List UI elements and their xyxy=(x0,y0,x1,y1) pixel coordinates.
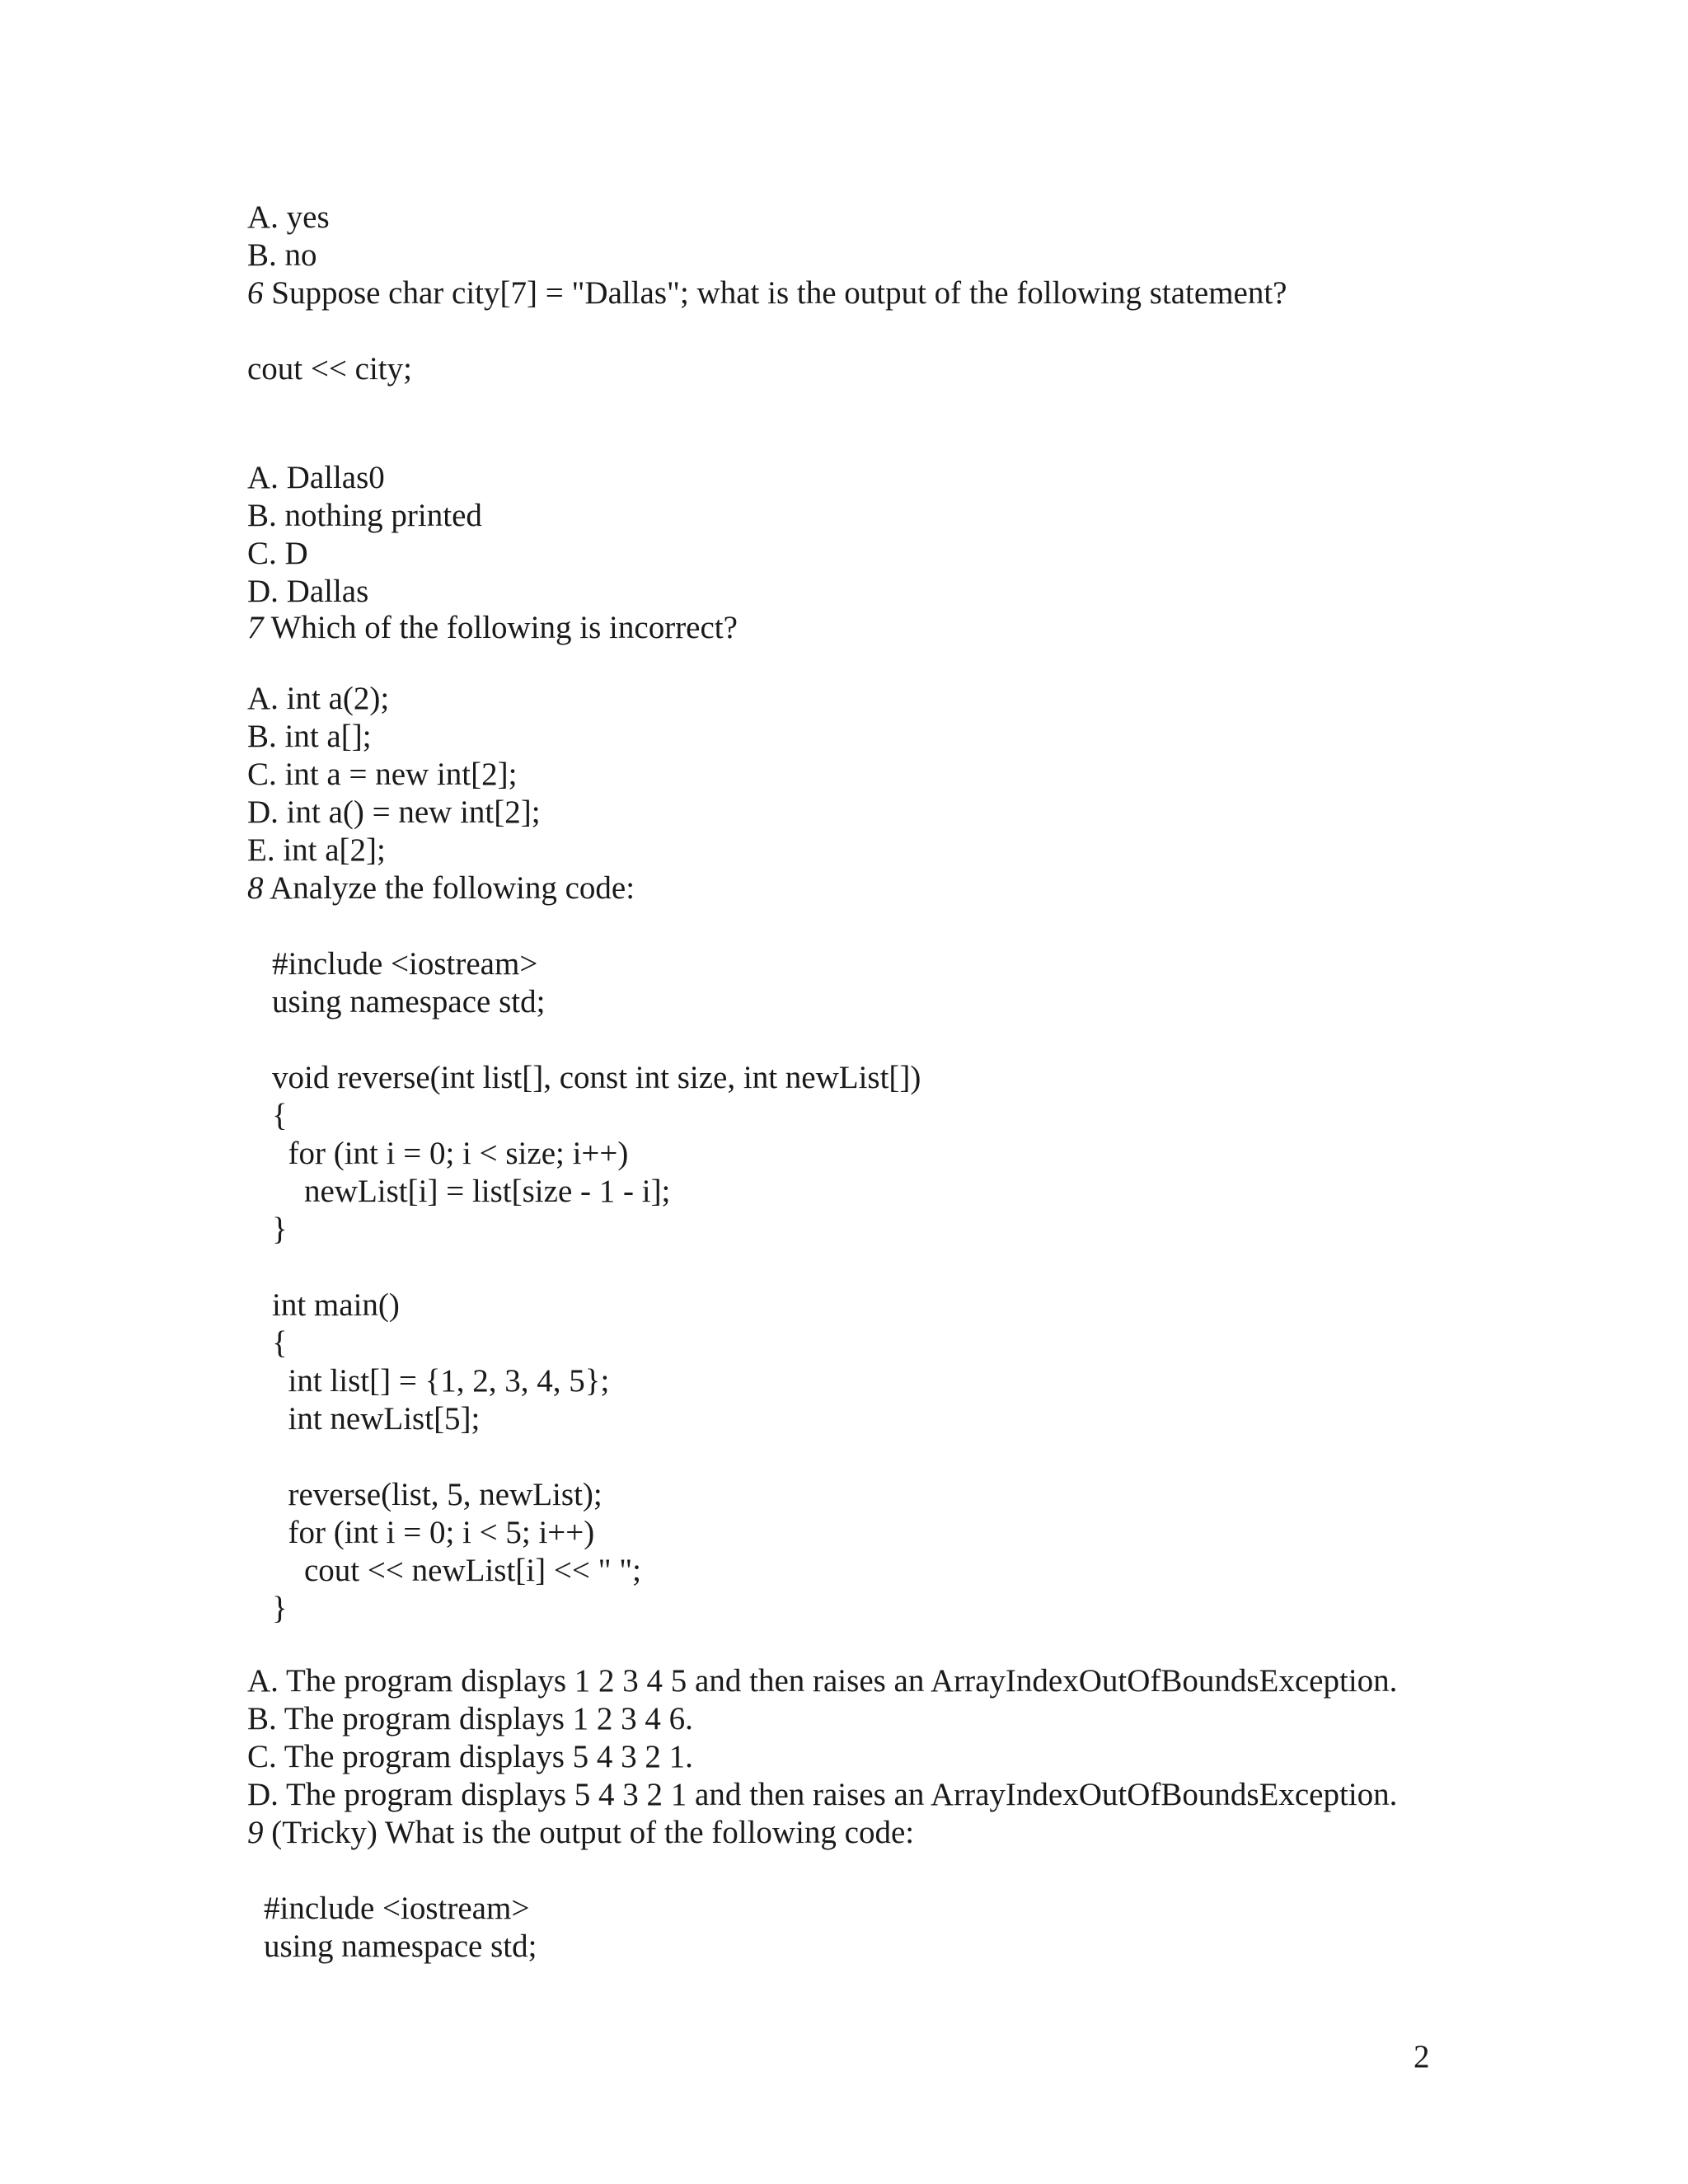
q6-number: 6 xyxy=(247,275,264,311)
q7-number: 7 xyxy=(247,610,264,645)
q8-code-line: } xyxy=(272,1212,288,1247)
q6-option-c: C. D xyxy=(247,536,308,571)
q8-option-d: D. The program displays 5 4 3 2 1 and then raises an ArrayIndexOutOfBoundsException. xyxy=(247,1777,1398,1812)
q8-option-a: A. The program displays 1 2 3 4 5 and then raises an ArrayIndexOutOfBoundsException. xyxy=(247,1663,1398,1699)
q8-code-line: newList[i] = list[size - 1 - i]; xyxy=(272,1174,671,1209)
q8-code-line: void reverse(int list[], const int size, int newList[]) xyxy=(272,1060,921,1095)
q7-option-b: B. int a[]; xyxy=(247,719,372,754)
q6-option-a: A. Dallas0 xyxy=(247,460,385,495)
q8-code-line: for (int i = 0; i < 5; i++) xyxy=(272,1515,595,1550)
q9-code-line: using namespace std; xyxy=(264,1929,537,1964)
q7-question xyxy=(247,609,738,647)
q8-text: Analyze the following code: xyxy=(263,870,635,906)
q8-question xyxy=(247,869,635,907)
q8-code-line: { xyxy=(272,1325,288,1361)
q7-text: Which of the following is incorrect? xyxy=(263,610,738,645)
q9-code-line: #include <iostream> xyxy=(264,1891,530,1926)
q5-option-b: B. no xyxy=(247,237,317,273)
q9-question xyxy=(247,1814,914,1852)
q8-option-c: C. The program displays 5 4 3 2 1. xyxy=(247,1739,693,1774)
q8-code-line: } xyxy=(272,1591,288,1626)
q8-code-line: int list[] = {1, 2, 3, 4, 5}; xyxy=(272,1363,610,1399)
q8-code-line: for (int i = 0; i < size; i++) xyxy=(272,1136,629,1171)
q6-text: Suppose char city[7] = "Dallas"; what is the output of the following statement? xyxy=(263,275,1287,311)
q7-option-e: E. int a[2]; xyxy=(247,832,386,868)
q8-code-line: #include <iostream> xyxy=(272,946,538,982)
q8-code-line: reverse(list, 5, newList); xyxy=(272,1477,603,1512)
q8-code-line: cout << newList[i] << " "; xyxy=(272,1553,642,1588)
q9-text: (Tricky) What is the output of the following code: xyxy=(263,1815,915,1850)
q8-option-b: B. The program displays 1 2 3 4 6. xyxy=(247,1701,693,1736)
page-number: 2 xyxy=(1414,2039,1430,2074)
q7-option-c: C. int a = new int[2]; xyxy=(247,757,518,792)
q7-option-d: D. int a() = new int[2]; xyxy=(247,794,541,830)
q8-code-line: { xyxy=(272,1098,288,1133)
q9-number: 9 xyxy=(247,1815,264,1850)
q8-code-line: int main() xyxy=(272,1287,400,1323)
q7-option-a: A. int a(2); xyxy=(247,681,390,716)
q8-code-line: int newList[5]; xyxy=(272,1401,481,1436)
q8-code-line: using namespace std; xyxy=(272,984,546,1019)
q6-option-d: D. Dallas xyxy=(247,574,369,609)
q6-option-b: B. nothing printed xyxy=(247,498,482,533)
q5-option-a: A. yes xyxy=(247,199,330,235)
q6-question xyxy=(247,274,1287,312)
q8-number: 8 xyxy=(247,870,264,906)
q6-code-line: cout << city; xyxy=(247,351,412,387)
